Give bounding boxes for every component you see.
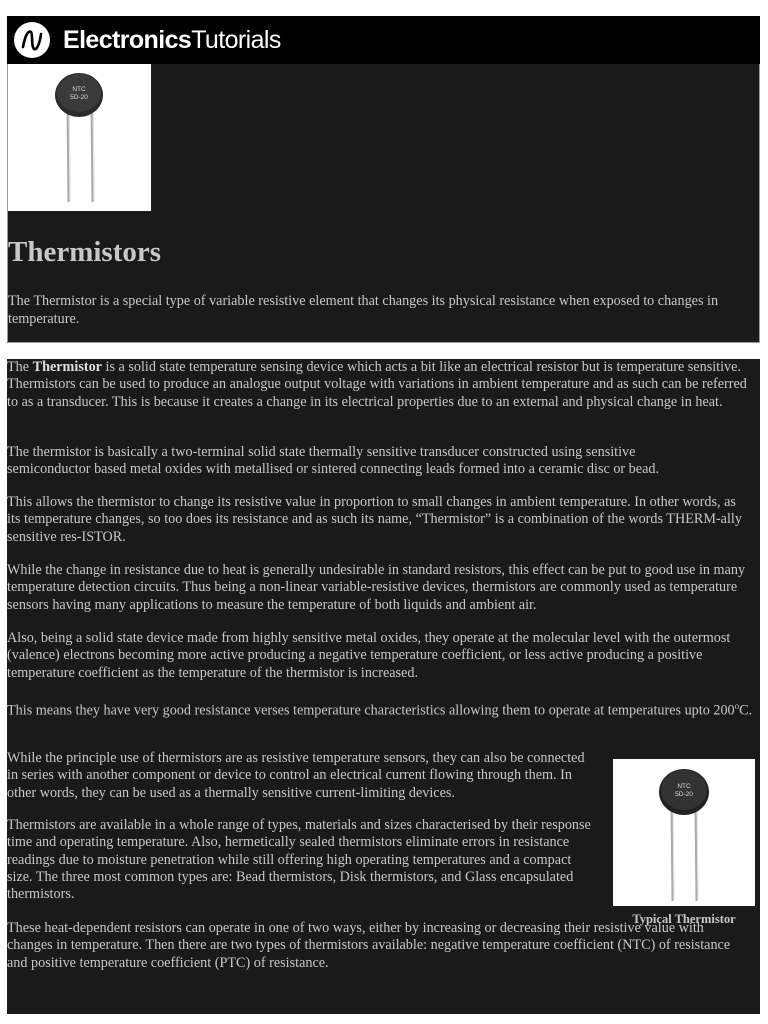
p1-lead: The: [7, 359, 33, 375]
paragraph-1: [7, 359, 757, 411]
image-caption: Typical Thermistor: [632, 912, 736, 926]
paragraph-3: This allows the thermistor to change its resistive value in proportion to small changes in ambient temperature. In other words, as its temperature changes, so too does its resistance and as such its name, “Thermistor” is a combination of the words THERM-ally sensitive res-ISTOR.: [7, 494, 742, 545]
page-title: Thermistors: [8, 236, 162, 268]
article-body: [7, 359, 760, 1014]
svg-text:NTC: NTC: [677, 783, 691, 790]
paragraph-4: While the change in resistance due to heat is generally undesirable in standard resistors, this effect can be put to good use in many temperature detection circuits. Thus being a non-linear variable-resistive devices, thermistors are commonly used as temperature sensors having many applications to measure the temperature of both liquids and ambient air.: [7, 562, 746, 613]
intro-text: The Thermistor is a special type of variable resistive element that changes its physical resistance when exposed to changes in temperature.: [8, 293, 719, 327]
paragraph-5: Also, being a solid state device made from highly sensitive metal oxides, they operate at the molecular level with the outermost (valence) electrons becoming more active producing a negative temperature coefficient, or less active producing a positive temperature coefficient as the temperature of the thermistor is increased.: [7, 630, 731, 681]
degree-sup: o: [734, 701, 740, 711]
brand-light: Tutorials: [191, 26, 281, 54]
p6-text: This means they have very good resistance verses temperature characteristics allowing them to operate at temperatures upto 200: [7, 702, 735, 719]
paragraph-9: These heat-dependent resistors can operate in one of two ways, either by increasing or decreasing their resistive value with changes in temperature. Then there are two types of thermistors available: negative temperature coefficient (NTC) of resistance and positive temperature coefficient (PTC) of resistance.: [7, 920, 731, 971]
paragraph-6: [7, 698, 757, 720]
svg-text:NTC: NTC: [72, 86, 86, 93]
svg-text:5D-20: 5D-20: [70, 94, 88, 101]
hero-section: [7, 64, 760, 343]
typical-thermistor-image: [613, 759, 755, 906]
brand-bold: Electronics: [63, 26, 192, 54]
paragraph-2: The thermistor is basically a two-terminal solid state thermally sensitive transducer constructed using sensitive semiconductor based metal oxides with metallised or sintered connecting leads formed into a ceramic disc or bead.: [7, 444, 660, 478]
site-header: [7, 16, 760, 64]
paragraph-8: Thermistors are available in a whole range of types, materials and sizes characterised by their response time and operating temperature. Also, hermetically sealed thermistors eliminate errors in resistance readings due to moisture penetration while still offering high operating temperatures and a compact size. The three most common types are: Bead thermistors, Disk thermistors, and Glass encapsulated thermistors.: [7, 817, 591, 903]
paragraph-7: While the principle use of thermistors are as resistive temperature sensors, they can also be connected in series with another component or device to control an electrical current flowing through them. In other words, they can be used as a thermally sensitive current-limiting devices.: [7, 750, 585, 801]
brand-wordmark[interactable]: [63, 25, 281, 55]
thermistor-image: [8, 64, 151, 211]
p1-bold-term: Thermistor: [32, 359, 102, 375]
p1-rest: is a solid state temperature sensing device which acts a bit like an electrical resistor but is temperature sensitive. Thermistors can be used to produce an analogue output voltage with variations in ambient temperature and as such can be referred to as a transducer. This is because it creates a change in its electrical properties due to an external and physical change in heat.: [7, 359, 747, 410]
p6-unit: C.: [739, 702, 753, 719]
logo-icon[interactable]: [14, 22, 50, 58]
svg-text:5D-20: 5D-20: [675, 791, 693, 798]
